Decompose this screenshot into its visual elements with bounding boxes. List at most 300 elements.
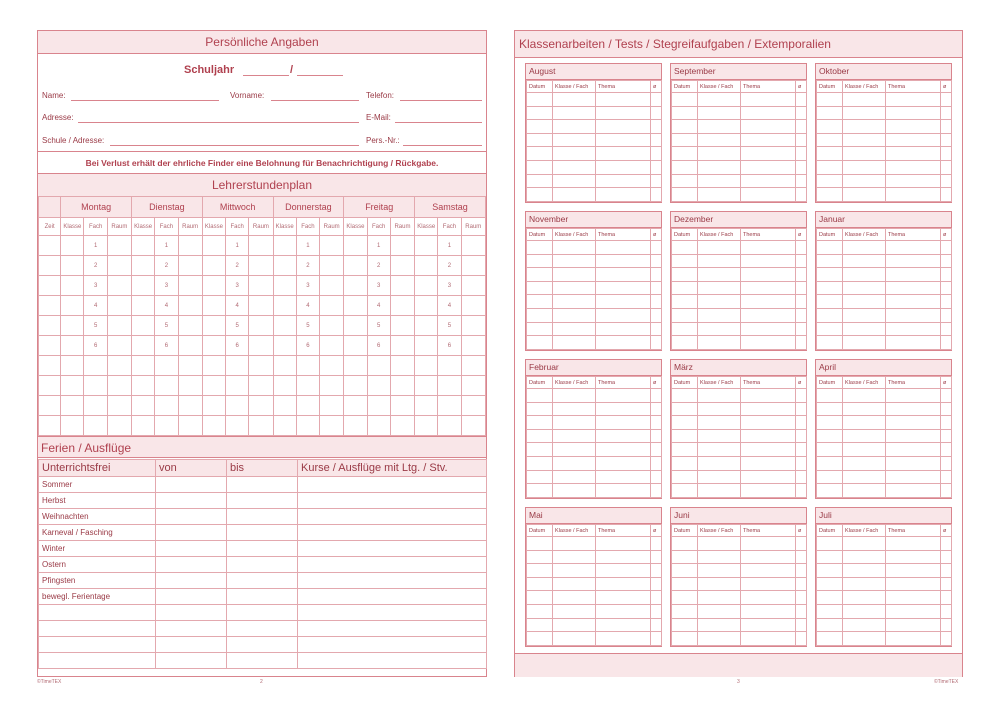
timetable-cell[interactable]: 4 — [296, 296, 319, 316]
timetable-cell[interactable] — [415, 256, 438, 276]
month-cell[interactable] — [553, 268, 596, 282]
timetable-cell[interactable] — [344, 276, 367, 296]
timetable-cell[interactable] — [320, 336, 344, 356]
month-cell[interactable] — [651, 93, 662, 107]
month-cell[interactable] — [698, 402, 741, 416]
month-cell[interactable] — [886, 577, 941, 591]
month-cell[interactable] — [527, 550, 553, 564]
holidays-cell[interactable] — [227, 541, 298, 557]
month-cell[interactable] — [817, 147, 843, 161]
month-cell[interactable] — [672, 174, 698, 188]
timetable-cell[interactable] — [178, 416, 202, 436]
month-cell[interactable] — [741, 550, 796, 564]
month-cell[interactable] — [941, 632, 952, 646]
timetable-cell[interactable] — [39, 336, 61, 356]
month-cell[interactable] — [843, 389, 886, 403]
month-cell[interactable] — [651, 106, 662, 120]
month-cell[interactable] — [596, 604, 651, 618]
timetable-cell[interactable] — [132, 336, 155, 356]
timetable-cell[interactable] — [390, 276, 414, 296]
timetable-cell[interactable] — [320, 276, 344, 296]
month-cell[interactable] — [553, 632, 596, 646]
month-cell[interactable] — [796, 308, 807, 322]
month-cell[interactable] — [596, 295, 651, 309]
month-cell[interactable] — [796, 484, 807, 498]
month-cell[interactable] — [796, 133, 807, 147]
month-cell[interactable] — [941, 268, 952, 282]
month-cell[interactable] — [886, 160, 941, 174]
month-cell[interactable] — [741, 577, 796, 591]
timetable-cell[interactable] — [61, 316, 84, 336]
email-field[interactable] — [395, 122, 482, 123]
month-cell[interactable] — [596, 281, 651, 295]
month-cell[interactable] — [796, 241, 807, 255]
month-cell[interactable] — [796, 106, 807, 120]
timetable-cell[interactable] — [390, 356, 414, 376]
month-cell[interactable] — [741, 133, 796, 147]
month-cell[interactable] — [698, 537, 741, 551]
month-cell[interactable] — [796, 93, 807, 107]
adresse-field[interactable] — [78, 122, 359, 123]
timetable-cell[interactable] — [344, 336, 367, 356]
timetable-cell[interactable] — [273, 236, 296, 256]
month-cell[interactable] — [817, 120, 843, 134]
month-cell[interactable] — [941, 295, 952, 309]
month-cell[interactable] — [843, 443, 886, 457]
timetable-cell[interactable] — [61, 376, 84, 396]
month-cell[interactable] — [698, 322, 741, 336]
month-cell[interactable] — [843, 174, 886, 188]
month-cell[interactable] — [672, 389, 698, 403]
month-cell[interactable] — [596, 456, 651, 470]
month-cell[interactable] — [741, 416, 796, 430]
timetable-cell[interactable]: 5 — [84, 316, 107, 336]
month-cell[interactable] — [796, 402, 807, 416]
month-cell[interactable] — [941, 591, 952, 605]
timetable-cell[interactable] — [461, 356, 485, 376]
timetable-cell[interactable] — [107, 316, 131, 336]
month-cell[interactable] — [672, 308, 698, 322]
timetable-cell[interactable] — [415, 336, 438, 356]
month-cell[interactable] — [651, 241, 662, 255]
month-cell[interactable] — [796, 120, 807, 134]
timetable-cell[interactable] — [415, 416, 438, 436]
month-cell[interactable] — [796, 295, 807, 309]
holidays-cell[interactable] — [298, 621, 487, 637]
month-cell[interactable] — [651, 281, 662, 295]
month-cell[interactable] — [553, 308, 596, 322]
month-cell[interactable] — [741, 537, 796, 551]
month-cell[interactable] — [843, 429, 886, 443]
month-cell[interactable] — [843, 308, 886, 322]
month-cell[interactable] — [843, 133, 886, 147]
month-cell[interactable] — [817, 389, 843, 403]
month-cell[interactable] — [886, 254, 941, 268]
month-cell[interactable] — [796, 470, 807, 484]
timetable-cell[interactable] — [344, 256, 367, 276]
month-cell[interactable] — [527, 322, 553, 336]
month-cell[interactable] — [941, 147, 952, 161]
month-cell[interactable] — [941, 93, 952, 107]
holidays-cell[interactable] — [156, 541, 227, 557]
holidays-cell[interactable] — [156, 509, 227, 525]
month-cell[interactable] — [527, 402, 553, 416]
month-cell[interactable] — [527, 470, 553, 484]
month-cell[interactable] — [941, 550, 952, 564]
timetable-cell[interactable] — [107, 236, 131, 256]
timetable-cell[interactable] — [178, 376, 202, 396]
timetable-cell[interactable] — [39, 276, 61, 296]
holidays-cell[interactable] — [227, 621, 298, 637]
month-cell[interactable] — [527, 241, 553, 255]
month-cell[interactable] — [596, 147, 651, 161]
month-cell[interactable] — [796, 550, 807, 564]
month-cell[interactable] — [527, 537, 553, 551]
holidays-cell[interactable] — [298, 493, 487, 509]
month-cell[interactable] — [796, 160, 807, 174]
month-cell[interactable] — [817, 618, 843, 632]
timetable-cell[interactable] — [61, 296, 84, 316]
month-cell[interactable] — [527, 456, 553, 470]
timetable-cell[interactable] — [178, 336, 202, 356]
month-cell[interactable] — [651, 308, 662, 322]
timetable-cell[interactable] — [273, 356, 296, 376]
timetable-cell[interactable] — [344, 376, 367, 396]
timetable-cell[interactable] — [367, 416, 390, 436]
month-cell[interactable] — [672, 160, 698, 174]
month-cell[interactable] — [741, 456, 796, 470]
timetable-cell[interactable] — [249, 416, 273, 436]
timetable-cell[interactable] — [202, 416, 225, 436]
month-cell[interactable] — [941, 429, 952, 443]
month-cell[interactable] — [817, 470, 843, 484]
month-cell[interactable] — [843, 336, 886, 350]
month-cell[interactable] — [672, 120, 698, 134]
month-cell[interactable] — [941, 389, 952, 403]
month-cell[interactable] — [651, 416, 662, 430]
timetable-cell[interactable]: 1 — [438, 236, 461, 256]
timetable-cell[interactable] — [132, 316, 155, 336]
month-cell[interactable] — [596, 336, 651, 350]
month-cell[interactable] — [553, 174, 596, 188]
month-cell[interactable] — [817, 416, 843, 430]
timetable-cell[interactable] — [273, 376, 296, 396]
timetable-cell[interactable] — [249, 356, 273, 376]
month-cell[interactable] — [553, 389, 596, 403]
month-cell[interactable] — [698, 591, 741, 605]
month-cell[interactable] — [796, 604, 807, 618]
holidays-cell[interactable] — [227, 509, 298, 525]
timetable-cell[interactable]: 5 — [226, 316, 249, 336]
month-cell[interactable] — [553, 564, 596, 578]
month-cell[interactable] — [843, 416, 886, 430]
month-cell[interactable] — [651, 564, 662, 578]
month-cell[interactable] — [817, 133, 843, 147]
timetable-cell[interactable] — [320, 416, 344, 436]
timetable-cell[interactable] — [178, 296, 202, 316]
vorname-field[interactable] — [271, 100, 359, 101]
month-cell[interactable] — [527, 416, 553, 430]
timetable-cell[interactable] — [84, 416, 107, 436]
timetable-cell[interactable] — [296, 416, 319, 436]
month-cell[interactable] — [843, 537, 886, 551]
timetable-cell[interactable] — [249, 236, 273, 256]
month-cell[interactable] — [886, 429, 941, 443]
holidays-cell[interactable] — [298, 525, 487, 541]
month-cell[interactable] — [651, 389, 662, 403]
month-cell[interactable] — [672, 254, 698, 268]
month-cell[interactable] — [553, 591, 596, 605]
month-cell[interactable] — [672, 295, 698, 309]
month-cell[interactable] — [698, 618, 741, 632]
month-cell[interactable] — [817, 106, 843, 120]
timetable-cell[interactable]: 1 — [155, 236, 178, 256]
month-cell[interactable] — [886, 147, 941, 161]
month-cell[interactable] — [886, 241, 941, 255]
timetable-cell[interactable]: 2 — [226, 256, 249, 276]
timetable-cell[interactable] — [155, 376, 178, 396]
timetable-cell[interactable] — [273, 316, 296, 336]
timetable-cell[interactable]: 3 — [438, 276, 461, 296]
month-cell[interactable] — [596, 429, 651, 443]
month-cell[interactable] — [817, 322, 843, 336]
month-cell[interactable] — [843, 484, 886, 498]
timetable-cell[interactable] — [273, 396, 296, 416]
month-cell[interactable] — [698, 456, 741, 470]
month-cell[interactable] — [698, 241, 741, 255]
timetable-cell[interactable] — [84, 396, 107, 416]
month-cell[interactable] — [651, 160, 662, 174]
timetable-cell[interactable] — [107, 376, 131, 396]
month-cell[interactable] — [651, 604, 662, 618]
month-cell[interactable] — [596, 484, 651, 498]
month-cell[interactable] — [941, 281, 952, 295]
month-cell[interactable] — [886, 591, 941, 605]
timetable-cell[interactable] — [132, 376, 155, 396]
month-cell[interactable] — [817, 254, 843, 268]
timetable-cell[interactable]: 6 — [226, 336, 249, 356]
timetable-cell[interactable] — [367, 356, 390, 376]
month-cell[interactable] — [741, 93, 796, 107]
timetable-cell[interactable] — [320, 396, 344, 416]
month-cell[interactable] — [672, 456, 698, 470]
timetable-cell[interactable] — [296, 376, 319, 396]
month-cell[interactable] — [886, 632, 941, 646]
month-cell[interactable] — [741, 106, 796, 120]
month-cell[interactable] — [741, 564, 796, 578]
month-cell[interactable] — [698, 550, 741, 564]
timetable-cell[interactable]: 6 — [84, 336, 107, 356]
month-cell[interactable] — [596, 308, 651, 322]
month-cell[interactable] — [672, 241, 698, 255]
month-cell[interactable] — [817, 174, 843, 188]
month-cell[interactable] — [596, 268, 651, 282]
month-cell[interactable] — [672, 416, 698, 430]
month-cell[interactable] — [527, 577, 553, 591]
timetable-cell[interactable] — [320, 236, 344, 256]
timetable-cell[interactable]: 1 — [296, 236, 319, 256]
month-cell[interactable] — [651, 577, 662, 591]
persnr-field[interactable] — [403, 145, 482, 146]
timetable-cell[interactable] — [178, 396, 202, 416]
month-cell[interactable] — [651, 537, 662, 551]
month-cell[interactable] — [553, 241, 596, 255]
month-cell[interactable] — [596, 133, 651, 147]
month-cell[interactable] — [796, 618, 807, 632]
timetable-cell[interactable] — [61, 356, 84, 376]
month-cell[interactable] — [941, 106, 952, 120]
month-cell[interactable] — [741, 268, 796, 282]
month-cell[interactable] — [698, 389, 741, 403]
month-cell[interactable] — [672, 322, 698, 336]
timetable-cell[interactable]: 2 — [296, 256, 319, 276]
month-cell[interactable] — [596, 120, 651, 134]
month-cell[interactable] — [886, 322, 941, 336]
month-cell[interactable] — [886, 389, 941, 403]
month-cell[interactable] — [553, 577, 596, 591]
timetable-cell[interactable] — [155, 356, 178, 376]
timetable-cell[interactable]: 4 — [84, 296, 107, 316]
timetable-cell[interactable] — [320, 256, 344, 276]
month-cell[interactable] — [941, 402, 952, 416]
month-cell[interactable] — [672, 268, 698, 282]
month-cell[interactable] — [527, 429, 553, 443]
month-cell[interactable] — [741, 281, 796, 295]
timetable-cell[interactable] — [296, 356, 319, 376]
timetable-cell[interactable]: 2 — [84, 256, 107, 276]
month-cell[interactable] — [596, 577, 651, 591]
month-cell[interactable] — [817, 550, 843, 564]
month-cell[interactable] — [886, 174, 941, 188]
month-cell[interactable] — [941, 604, 952, 618]
month-cell[interactable] — [698, 160, 741, 174]
timetable-cell[interactable] — [226, 396, 249, 416]
timetable-cell[interactable] — [84, 376, 107, 396]
month-cell[interactable] — [698, 632, 741, 646]
month-cell[interactable] — [527, 336, 553, 350]
timetable-cell[interactable] — [107, 336, 131, 356]
month-cell[interactable] — [553, 160, 596, 174]
month-cell[interactable] — [672, 147, 698, 161]
timetable-cell[interactable] — [178, 256, 202, 276]
month-cell[interactable] — [651, 322, 662, 336]
holidays-cell[interactable] — [227, 493, 298, 509]
month-cell[interactable] — [698, 470, 741, 484]
month-cell[interactable] — [553, 416, 596, 430]
month-cell[interactable] — [651, 120, 662, 134]
month-cell[interactable] — [527, 564, 553, 578]
timetable-cell[interactable] — [132, 236, 155, 256]
timetable-cell[interactable]: 3 — [226, 276, 249, 296]
month-cell[interactable] — [596, 241, 651, 255]
timetable-cell[interactable] — [202, 356, 225, 376]
timetable-cell[interactable] — [273, 416, 296, 436]
month-cell[interactable] — [817, 429, 843, 443]
timetable-cell[interactable]: 3 — [84, 276, 107, 296]
timetable-cell[interactable] — [249, 316, 273, 336]
month-cell[interactable] — [698, 577, 741, 591]
month-cell[interactable] — [553, 456, 596, 470]
schule-field[interactable] — [110, 145, 359, 146]
month-cell[interactable] — [817, 295, 843, 309]
month-cell[interactable] — [527, 106, 553, 120]
month-cell[interactable] — [698, 564, 741, 578]
month-cell[interactable] — [527, 389, 553, 403]
month-cell[interactable] — [596, 106, 651, 120]
timetable-cell[interactable] — [39, 296, 61, 316]
timetable-cell[interactable] — [390, 236, 414, 256]
timetable-cell[interactable] — [273, 296, 296, 316]
month-cell[interactable] — [843, 241, 886, 255]
month-cell[interactable] — [886, 120, 941, 134]
month-cell[interactable] — [843, 106, 886, 120]
holidays-cell[interactable] — [156, 573, 227, 589]
month-cell[interactable] — [741, 295, 796, 309]
month-cell[interactable] — [672, 470, 698, 484]
month-cell[interactable] — [651, 147, 662, 161]
month-cell[interactable] — [553, 254, 596, 268]
timetable-cell[interactable]: 6 — [155, 336, 178, 356]
month-cell[interactable] — [698, 604, 741, 618]
month-cell[interactable] — [843, 268, 886, 282]
holidays-cell[interactable] — [227, 573, 298, 589]
holidays-cell[interactable] — [39, 637, 156, 653]
timetable-cell[interactable] — [61, 396, 84, 416]
month-cell[interactable] — [672, 577, 698, 591]
month-cell[interactable] — [527, 133, 553, 147]
month-cell[interactable] — [553, 322, 596, 336]
month-cell[interactable] — [527, 120, 553, 134]
timetable-cell[interactable] — [461, 236, 485, 256]
month-cell[interactable] — [843, 120, 886, 134]
timetable-cell[interactable] — [202, 276, 225, 296]
timetable-cell[interactable] — [132, 276, 155, 296]
schuljahr-start-field[interactable] — [243, 75, 289, 76]
month-cell[interactable] — [817, 188, 843, 202]
month-cell[interactable] — [651, 133, 662, 147]
holidays-cell[interactable] — [156, 477, 227, 493]
month-cell[interactable] — [553, 484, 596, 498]
timetable-cell[interactable]: 5 — [438, 316, 461, 336]
month-cell[interactable] — [651, 254, 662, 268]
month-cell[interactable] — [527, 632, 553, 646]
month-cell[interactable] — [741, 336, 796, 350]
timetable-cell[interactable] — [39, 396, 61, 416]
month-cell[interactable] — [651, 470, 662, 484]
timetable-cell[interactable] — [390, 416, 414, 436]
month-cell[interactable] — [672, 93, 698, 107]
month-cell[interactable] — [843, 604, 886, 618]
month-cell[interactable] — [672, 443, 698, 457]
timetable-cell[interactable] — [249, 296, 273, 316]
month-cell[interactable] — [698, 281, 741, 295]
month-cell[interactable] — [651, 443, 662, 457]
month-cell[interactable] — [843, 470, 886, 484]
month-cell[interactable] — [886, 106, 941, 120]
timetable-cell[interactable] — [84, 356, 107, 376]
timetable-cell[interactable]: 4 — [226, 296, 249, 316]
month-cell[interactable] — [553, 93, 596, 107]
timetable-cell[interactable]: 2 — [438, 256, 461, 276]
timetable-cell[interactable] — [344, 356, 367, 376]
timetable-cell[interactable] — [249, 336, 273, 356]
holidays-cell[interactable] — [298, 557, 487, 573]
timetable-cell[interactable] — [132, 256, 155, 276]
timetable-cell[interactable] — [438, 376, 461, 396]
timetable-cell[interactable] — [202, 316, 225, 336]
month-cell[interactable] — [672, 281, 698, 295]
month-cell[interactable] — [886, 188, 941, 202]
